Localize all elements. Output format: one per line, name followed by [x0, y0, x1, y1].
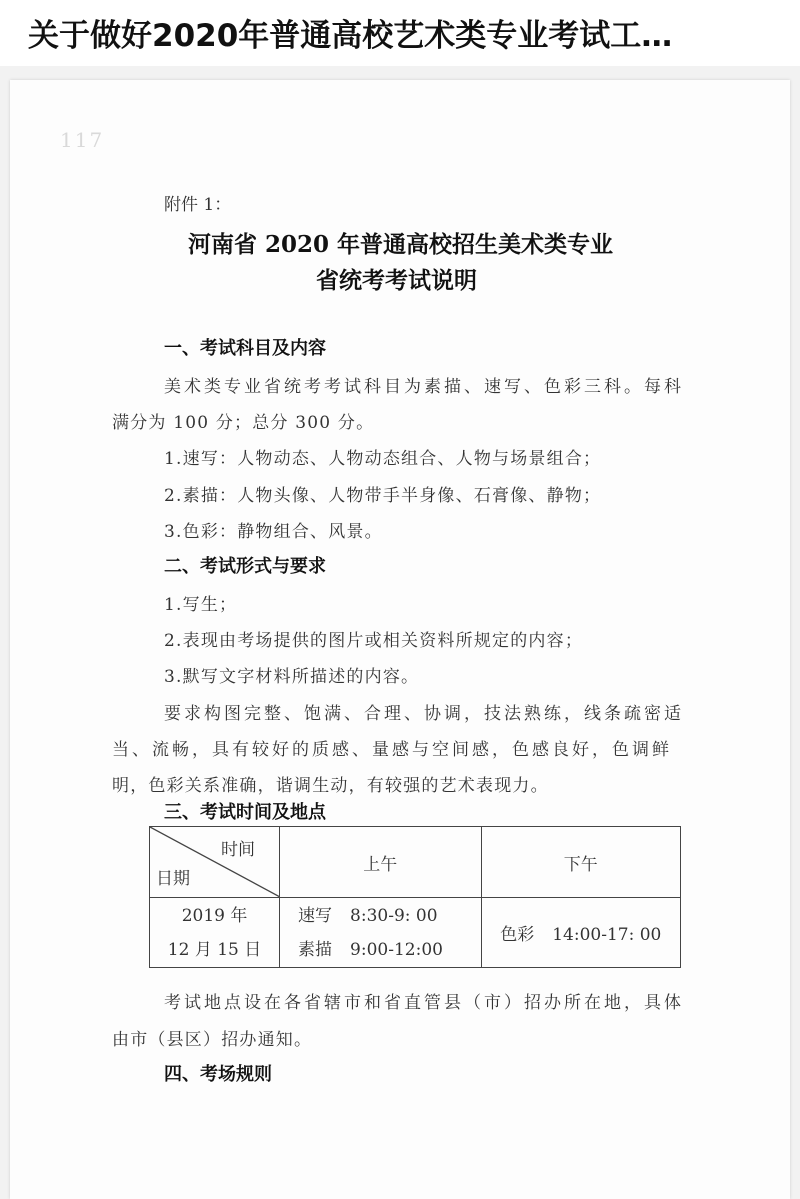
section2-req-line2: 当、流畅，具有较好的质感、量感与空间感，色感良好，色调鲜	[112, 740, 672, 760]
doc-title-line1: 河南省 2020 年普通高校招生美术类专业	[188, 231, 614, 258]
column-header-pm: 下午	[481, 827, 680, 898]
section3-heading: 三、考试时间及地点	[164, 802, 326, 823]
faint-stamp-text: 117	[60, 128, 105, 152]
location-line2: 由市（县区）招办通知。	[112, 1030, 313, 1050]
section1-para-line1: 美术类专业省统考考试科目为素描、速写、色彩三科。每科	[164, 377, 684, 397]
table-row	[150, 898, 681, 968]
pm-subject: 色彩	[500, 925, 535, 945]
exam-schedule-table	[149, 826, 681, 968]
am-schedule-cell	[280, 898, 482, 968]
table-header-row	[150, 827, 681, 898]
am-subject1: 速写	[298, 905, 333, 926]
app-header	[0, 0, 800, 66]
pm-schedule-cell	[481, 898, 680, 968]
section2-item1: 1.写生；	[164, 595, 238, 615]
am-time2: 9:00-12:00	[350, 939, 443, 960]
am-slot1	[298, 899, 481, 933]
section1-item3: 3.色彩：静物组合、风景。	[164, 522, 383, 542]
attachment-label: 附件 1：	[164, 195, 232, 215]
corner-date-label: 日期	[156, 869, 190, 889]
section1-item1: 1.速写：人物动态、人物动态组合、人物与场景组合；	[164, 449, 602, 469]
corner-time-label: 时间	[221, 840, 256, 860]
date-line2: 12 月 15 日	[167, 939, 262, 960]
article-title: 关于做好2020年普通高校艺术类专业考试工…	[28, 18, 673, 54]
section4-heading: 四、考场规则	[164, 1064, 272, 1085]
table-corner-cell	[150, 827, 280, 898]
column-header-am: 上午	[280, 827, 482, 898]
am-time1: 8:30-9: 00	[350, 905, 438, 926]
section2-req-line3: 明，色彩关系准确，谐调生动，有较强的艺术表现力。	[112, 776, 549, 796]
doc-title-line2: 省统考考试说明	[316, 267, 477, 294]
am-subject2: 素描	[298, 939, 333, 960]
section2-heading: 二、考试形式与要求	[164, 556, 326, 577]
location-line1: 考试地点设在各省辖市和省直管县（市）招办所在地，具体	[164, 993, 684, 1013]
section1-item2: 2.素描：人物头像、人物带手半身像、石膏像、静物；	[164, 486, 602, 506]
date-cell	[150, 898, 280, 968]
section2-req-line1: 要求构图完整、饱满、合理、协调，技法熟练，线条疏密适	[164, 704, 684, 724]
section1-para-line2: 满分为 100 分；总分 300 分。	[112, 413, 375, 433]
pm-time: 14:00-17: 00	[552, 925, 662, 945]
am-slot2	[298, 933, 481, 967]
section2-item3: 3.默写文字材料所描述的内容。	[164, 667, 420, 687]
section2-item2: 2.表现由考场提供的图片或相关资料所规定的内容；	[164, 631, 584, 651]
section1-heading: 一、考试科目及内容	[164, 338, 326, 359]
date-line1: 2019 年	[181, 905, 248, 926]
